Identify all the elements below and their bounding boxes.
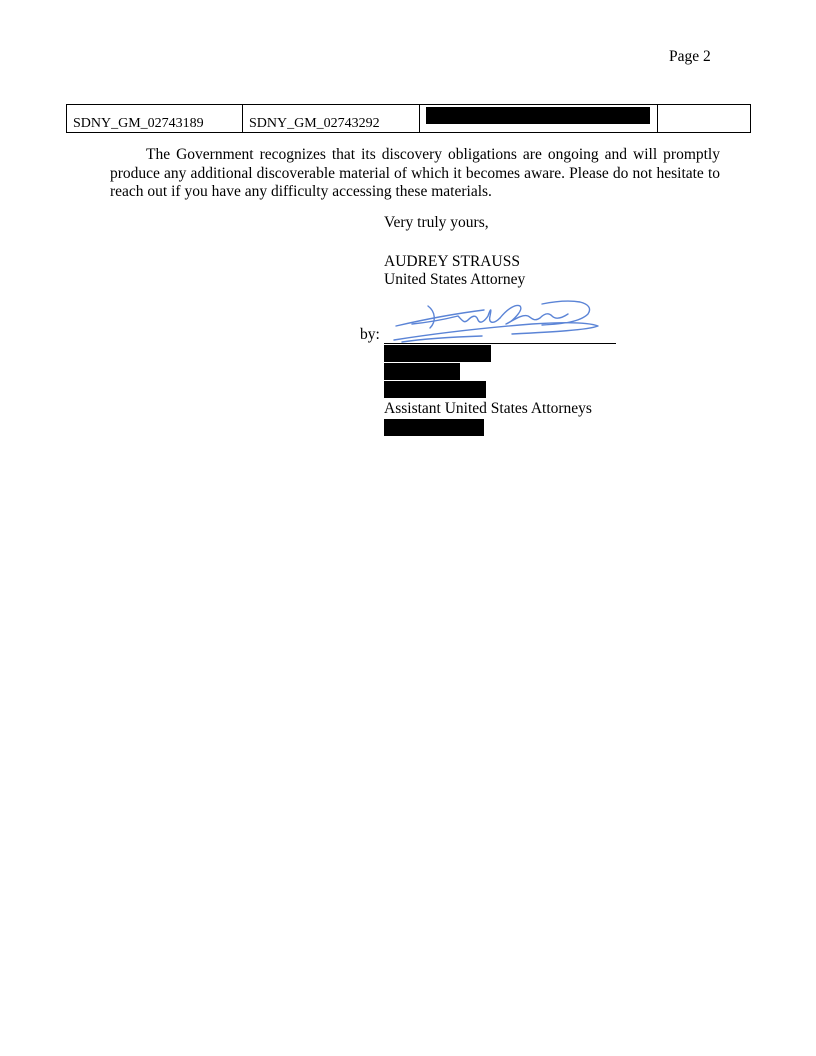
signer-title: Assistant United States Attorneys bbox=[384, 400, 592, 417]
bates-end-cell: SDNY_GM_02743292 bbox=[243, 105, 420, 133]
redacted-description-cell bbox=[420, 105, 658, 133]
table-row bbox=[67, 105, 751, 133]
signature-line bbox=[384, 343, 616, 344]
redaction-bar bbox=[384, 419, 484, 436]
handwritten-signature bbox=[392, 298, 602, 344]
redaction-bar bbox=[384, 381, 486, 398]
redaction-bar bbox=[426, 107, 650, 124]
closing-line: Very truly yours, bbox=[384, 214, 489, 231]
body-paragraph: The Government recognizes that its discovery obligations are ongoing and will promptly produce any additional discoverable material of which it becomes aware. Please do not hesitate to reach out if you have any difficulty accessing these materials. bbox=[110, 146, 720, 200]
attorney-name: AUDREY STRAUSS bbox=[384, 253, 520, 270]
bates-table bbox=[66, 104, 751, 133]
bates-begin-cell: SDNY_GM_02743189 bbox=[67, 105, 243, 133]
notes-cell bbox=[658, 105, 751, 133]
redaction-bar bbox=[384, 363, 460, 380]
redaction-bar bbox=[384, 345, 491, 362]
attorney-title: United States Attorney bbox=[384, 271, 526, 288]
page-number: Page 2 bbox=[669, 48, 711, 65]
by-label: by: bbox=[360, 326, 380, 343]
